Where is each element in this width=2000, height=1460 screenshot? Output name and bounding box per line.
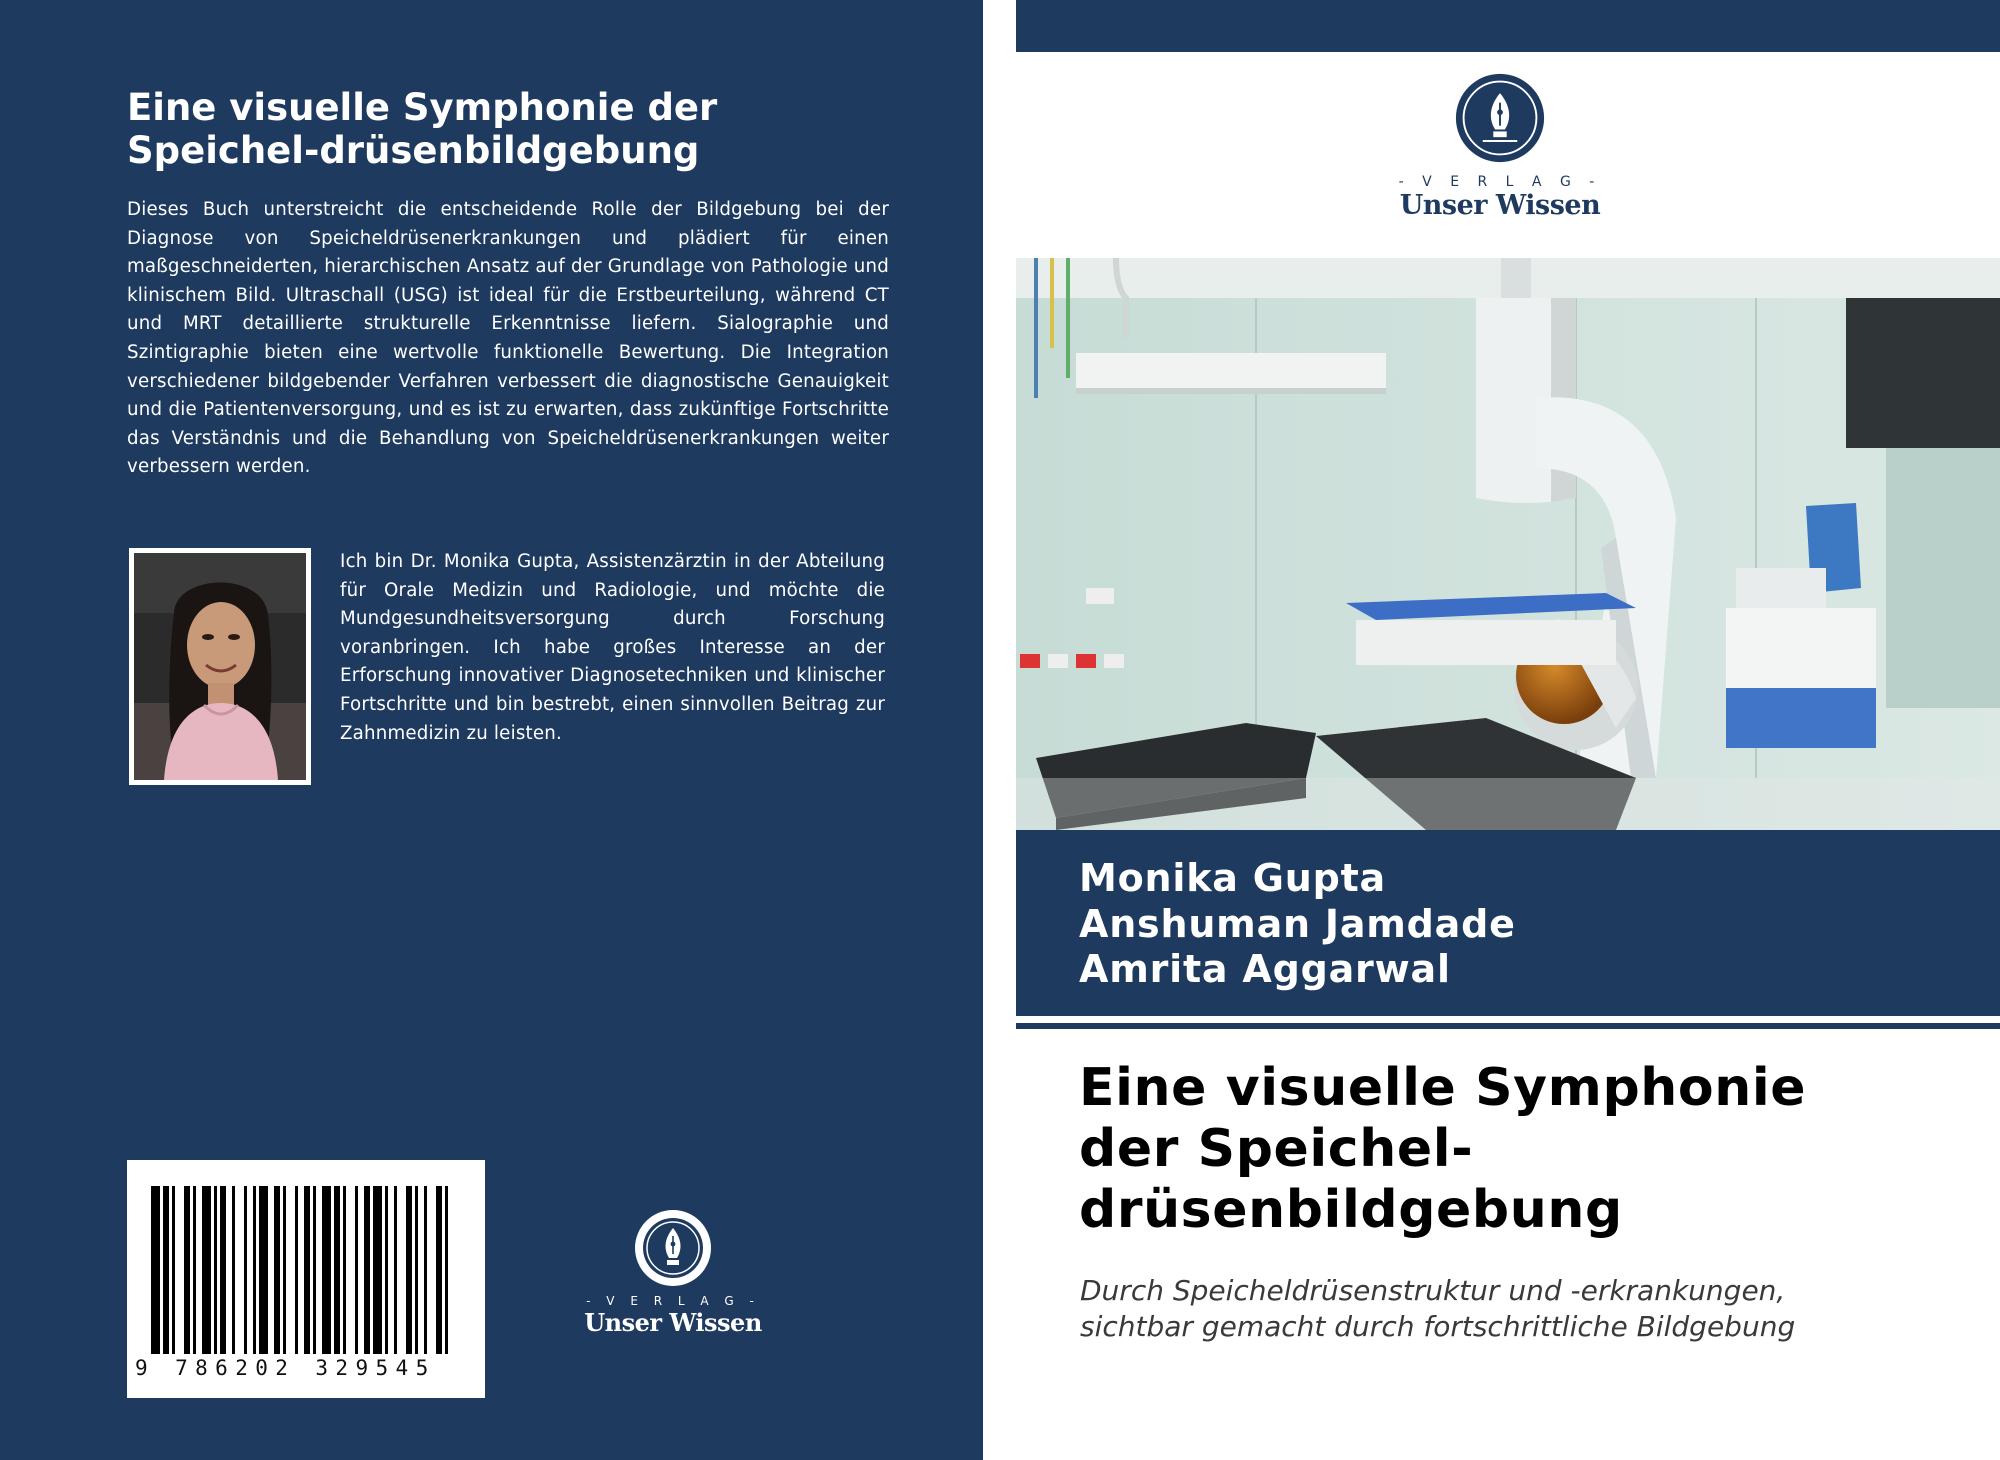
front-logo-name: Unser Wissen	[1399, 190, 1601, 221]
fountain-pen-nib-icon	[1454, 72, 1546, 164]
front-title-line-1: Eine visuelle Symphonie	[1079, 1058, 1807, 1118]
divider-rule	[1016, 1023, 2000, 1029]
barcode	[127, 1160, 485, 1398]
author-name: Anshuman Jamdade	[1079, 901, 1516, 946]
front-title-line-2: der Speichel-	[1079, 1119, 1474, 1179]
subtitle-line-2: sichtbar gemacht durch fortschrittliche Bildgebung	[1080, 1310, 1796, 1343]
radiology-room-image	[1016, 258, 2000, 830]
front-top-bar	[1016, 0, 2000, 52]
authors-list	[1079, 856, 1516, 993]
back-title-line-1: Eine visuelle Symphonie der	[127, 86, 718, 129]
back-cover	[0, 0, 983, 1460]
book-description: Dieses Buch unterstreicht die entscheidende Rolle der Bildgebung bei der Diagnose von Speicheldrüsenerkrankungen und plädiert für einen maßgeschneiderten, hierarchischen Ansatz auf der Grundlage von Pathologie und klinischem Bild. Ultraschall (USG) ist ideal für die Erstbeurteilung, während CT und MRT detaillierte strukturelle Erkenntnisse liefern. Sialographie und Szintigraphie bieten eine wertvolle funktionelle Bewertung. Die Integration verschiedener bildgebender Verfahren verbessert die diagnostische Genauigkeit und die Patientenversorgung, und es ist zu erwarten, dass zukünftige Fortschritte das Verständnis und die Behandlung von Speicheldrüsenerkrankungen weiter verbessern werden.	[127, 199, 889, 478]
front-cover-title	[1079, 1058, 1959, 1241]
author-bio: Ich bin Dr. Monika Gupta, Assistenzärztin in der Abteilung für Orale Medizin und Radiologie, und möchte die Mundgesundheitsversorgung durch Forschung voranbringen. Ich habe großes Interesse an der Erforschung innovativer Diagnosetechniken und klinischer Fortschritte und bin bestrebt, einen sinnvollen Beitrag zur Zahnmedizin zu leisten.	[340, 551, 885, 744]
author-name: Amrita Aggarwal	[1079, 947, 1451, 991]
front-publisher-logo	[1380, 72, 1620, 221]
fountain-pen-nib-icon	[633, 1208, 713, 1288]
cover-photo-radiology-room	[1016, 258, 2000, 830]
author-portrait-image	[134, 553, 306, 780]
back-logo-verlag: - V E R L A G -	[586, 1294, 760, 1308]
front-title-line-3: drüsenbildgebung	[1079, 1180, 1623, 1240]
back-cover-title	[127, 86, 887, 172]
back-title-line-2: Speichel-drüsenbildgebung	[127, 129, 700, 172]
back-logo-name: Unser Wissen	[584, 1308, 762, 1337]
authors-band	[1016, 830, 2000, 1016]
isbn-digits: 9 786202 329545	[135, 1356, 436, 1380]
subtitle-line-1: Durch Speicheldrüsenstruktur und -erkrankungen,	[1080, 1274, 1786, 1307]
author-name: Monika Gupta	[1079, 856, 1386, 900]
front-cover-subtitle	[1080, 1273, 1960, 1345]
front-logo-verlag: - V E R L A G -	[1398, 174, 1602, 190]
back-publisher-logo	[560, 1208, 786, 1337]
author-photo	[129, 548, 311, 785]
